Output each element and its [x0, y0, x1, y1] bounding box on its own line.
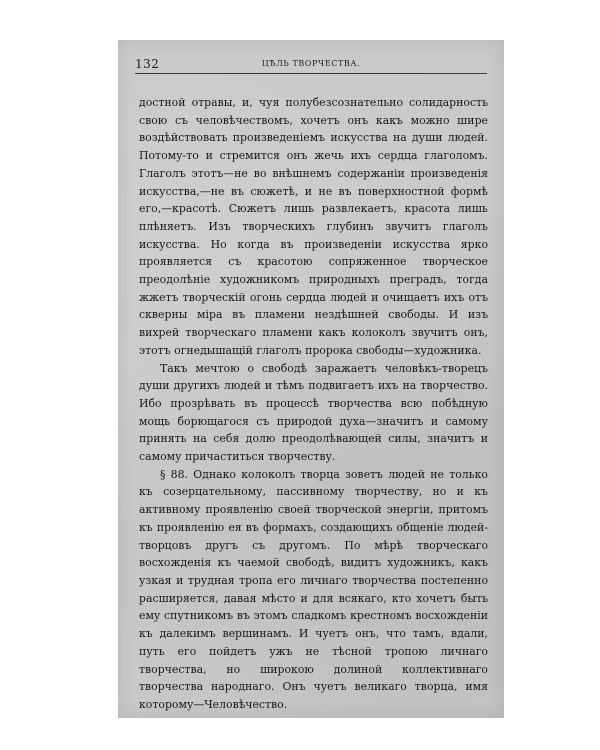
running-title: ЦѢЛЬ ТВОРЧЕСТВА. [261, 59, 361, 68]
paragraph-freedom: Такъ мечтою о свободѣ заражаетъ человѣкъ-творецъ души другихъ людей и тѣмъ подвигаетъ ихъ на творчество. Ибо прозрѣвать въ процессѣ творчества всю побѣдную мощь борющагося съ природой духа—значитъ и самому принять на себя долю преодолѣвающей силы, значитъ и самому причаститься творчеству. [139, 361, 488, 464]
book-page [118, 40, 504, 718]
header-rule [135, 73, 487, 74]
paragraph-section-88: § 88. Однако колоколъ творца зоветъ людей не только къ созерцательному, пассивному творчеству, но и къ активному проявленію своей творческой энергіи, притомъ къ проявленію ея въ формахъ, создающихъ общеніе людей-творцовъ другъ съ другомъ. По мѣрѣ творческаго восхожденія къ чаемой свободѣ, видитъ художникъ, какъ узкая и трудная тропа его личнаго творчества постепенно расширяется, давая мѣсто и для всякаго, кто хочетъ быть ему спутникомъ въ этомъ сладкомъ крестномъ восхожденіи къ далекимъ вершинамъ. И чуетъ онъ, что тамъ, вдали, путь его пойдетъ ужъ не тѣсной тропою личнаго творчества, но широкою долиной коллективнаго творчества народнаго. Онъ чуетъ великаго творца, имя которому—Человѣчество. [139, 467, 488, 711]
page-body-text [139, 94, 488, 714]
page-header [135, 56, 487, 74]
paragraph-continued: достной отравы, и, чуя полубезсознательно солидарность свою съ человѣчествомъ, хочетъ онъ какъ можно шире воздѣйствовать произведеніемъ искусства на души людей. Потому-то и стремится онъ жечь ихъ сердца глаголомъ. Глаголъ этотъ—не во внѣшнемъ содержаніи произведенія искусства,—не въ сюжетѣ, и не въ поверхностной формѣ его,—красотѣ. Сюжетъ лишь развлекаетъ, красота лишь плѣняетъ. Изъ творческихъ глубинъ звучитъ глаголъ искусства. Но когда въ произведеніи искусства ярко проявляется съ красотою сопряженное творческое преодолѣніе художникомъ природныхъ преградъ, тогда жжетъ творческій огонь сердца людей и очищаетъ ихъ отъ скверны міра въ пламени нездѣшней свободы. И изъ вихрей творческаго пламени какъ колоколъ звучитъ онъ, этотъ огнедышащій глаголъ пророка свободы—художника. [139, 96, 488, 357]
page-number: 132 [135, 57, 160, 71]
